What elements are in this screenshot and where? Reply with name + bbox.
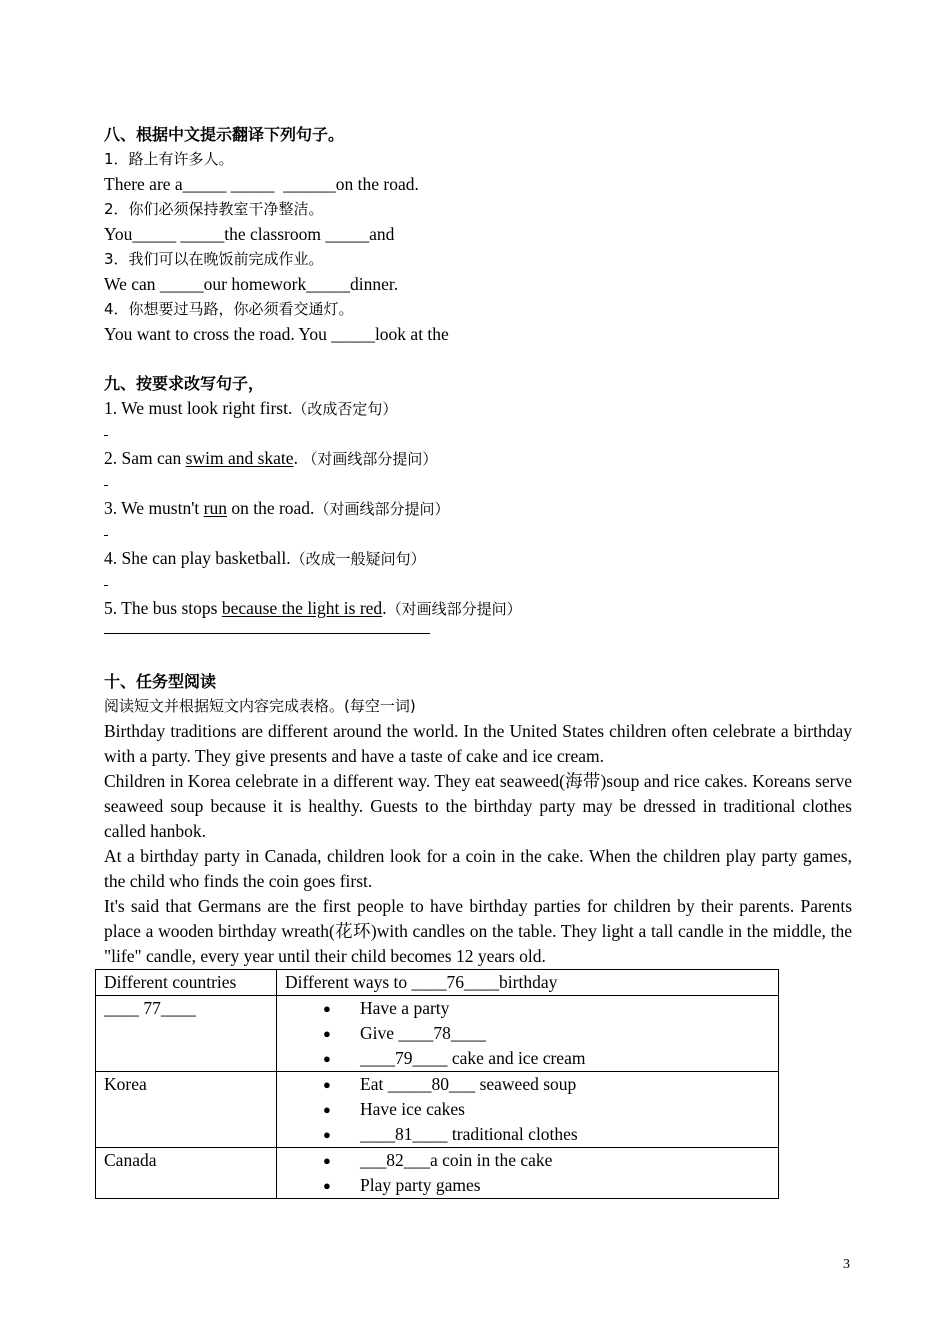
table-header-countries: Different countries xyxy=(96,970,277,996)
reading-paragraph-2: Children in Korea celebrate in a different way. They eat seaweed(海带)soup and rice cakes. Koreans serve seaweed soup because it is healthy. Guests to the birthday party may be dressed in traditional clothes called hanbok. xyxy=(104,771,852,841)
task-reading-table xyxy=(95,969,779,1199)
answer-line xyxy=(104,571,852,596)
table-row xyxy=(96,1072,779,1148)
answer-line-long xyxy=(104,621,852,645)
worksheet-page xyxy=(104,122,852,969)
reading-paragraph-3: At a birthday party in Canada, children look for a coin in the cake. When the children play party games, the child who finds the coin goes first. xyxy=(104,846,852,891)
s9-q2 xyxy=(104,446,852,471)
table-row xyxy=(96,1148,779,1199)
s9-q1-note: （改成否定句） xyxy=(292,400,398,418)
reading-paragraph-1: Birthday traditions are different around the world. In the United States children often celebrate a birthday with a party. They give presents and have a taste of cake and ice cream. xyxy=(104,721,852,766)
table-country-cell: ____ 77____ xyxy=(96,996,277,1072)
s8-item3-cn: 3．我们可以在晚饭前完成作业。 xyxy=(104,250,324,268)
ways-list xyxy=(285,1148,778,1198)
s9-q3-post: on the road. xyxy=(226,498,315,518)
spacer xyxy=(104,645,852,669)
section-9-heading: 九、按要求改写句子， xyxy=(104,374,265,393)
s9-q4-note: （改成一般疑问句） xyxy=(290,550,426,568)
s9-q3 xyxy=(104,496,852,521)
s8-item3-en: We can _____our homework_____dinner. xyxy=(104,274,399,294)
ways-list xyxy=(285,996,778,1071)
s9-q5 xyxy=(104,596,852,621)
s8-item2-cn: 2．你们必须保持教室干净整洁。 xyxy=(104,200,324,218)
table-country-cell: Canada xyxy=(96,1148,277,1199)
table-ways-cell xyxy=(277,996,779,1072)
page-number: 3 xyxy=(843,1257,850,1272)
s9-q5-pre: 5. The bus stops xyxy=(104,598,222,618)
list-item: ● ____79____ cake and ice cream xyxy=(323,1046,778,1071)
answer-line xyxy=(104,421,852,446)
list-item: ● ____81____ traditional clothes xyxy=(323,1122,778,1147)
s9-q2-pre: 2. Sam can xyxy=(104,448,186,468)
answer-line xyxy=(104,521,852,546)
s9-q4 xyxy=(104,546,852,571)
s9-q2-note: （对画线部分提问） xyxy=(302,450,438,468)
s9-q3-note: （对画线部分提问） xyxy=(314,500,450,518)
s9-q5-note: （对画线部分提问） xyxy=(386,600,522,618)
spacer xyxy=(104,347,852,371)
ways-list xyxy=(285,1072,778,1147)
list-item: ● Have a party xyxy=(323,996,778,1021)
s9-q1 xyxy=(104,396,852,421)
s9-q3-underlined: run xyxy=(203,498,227,518)
list-item: ● Eat _____80___ seaweed soup xyxy=(323,1072,778,1097)
s9-q1-text: 1. We must look right first. xyxy=(104,398,293,418)
s10-instruction: 阅读短文并根据短文内容完成表格。(每空一词) xyxy=(104,697,416,715)
s8-item4-en: You want to cross the road. You _____look at the xyxy=(104,324,449,344)
list-item: ● Have ice cakes xyxy=(323,1097,778,1122)
table-country-cell: Korea xyxy=(96,1072,277,1148)
s8-item4-cn: 4．你想要过马路，你必须看交通灯。 xyxy=(104,300,354,318)
list-item: ● Give ____78____ xyxy=(323,1021,778,1046)
table-ways-cell xyxy=(277,1148,779,1199)
s8-item1-en: There are a_____ _____ ______on the road. xyxy=(104,174,419,194)
s9-q2-underlined: swim and skate xyxy=(185,448,294,468)
s9-q3-pre: 3. We mustn't xyxy=(104,498,204,518)
table-header-ways: Different ways to ____76____birthday xyxy=(277,970,779,996)
section-8-heading: 八、根据中文提示翻译下列句子。 xyxy=(104,125,345,144)
s9-q5-underlined: because the light is red xyxy=(221,598,383,618)
answer-line xyxy=(104,471,852,496)
s9-q4-text: 4. She can play basketball. xyxy=(104,548,291,568)
list-item: ● ___82___a coin in the cake xyxy=(323,1148,778,1173)
list-item: ● Play party games xyxy=(323,1173,778,1198)
table-ways-cell xyxy=(277,1072,779,1148)
table-header-row xyxy=(96,970,779,996)
reading-paragraph-4: It's said that Germans are the first people to have birthday parties for children by their parents. Parents place a wooden birthday wreath(花环)with candles on the table. They light a tall candle in the middle, the "life" candle, every year until their child becomes 12 years old. xyxy=(104,896,852,966)
s9-q2-post: . xyxy=(293,448,303,468)
section-10-heading: 十、任务型阅读 xyxy=(104,672,217,691)
table-row xyxy=(96,996,779,1072)
s9-q5-post: . xyxy=(382,598,387,618)
s8-item2-en: You_____ _____the classroom _____and xyxy=(104,224,395,244)
s8-item1-cn: 1．路上有许多人。 xyxy=(104,150,234,168)
